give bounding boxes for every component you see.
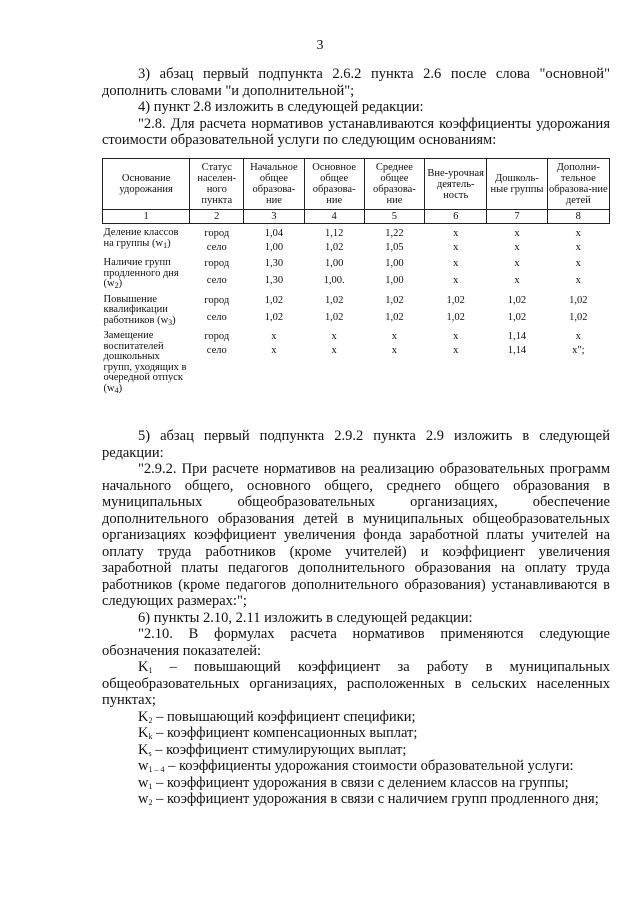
table-cell: 1,14 bbox=[507, 331, 527, 342]
table-cell: x bbox=[575, 228, 581, 239]
table-cell: 1,02 bbox=[385, 311, 404, 323]
header-cell: Среднее общее образова-ние bbox=[364, 159, 424, 210]
definition-k2: $K_2$ – повышающий коэффициент специфики; bbox=[138, 708, 416, 725]
definition-ks: $K_s$ – коэффициент стимулирующих выплат; bbox=[138, 741, 407, 758]
table-cell: 1,12 bbox=[324, 228, 344, 239]
table-row bbox=[103, 327, 610, 343]
table-cell: 1,00 bbox=[324, 258, 344, 269]
column-number: 7 bbox=[487, 210, 547, 224]
table-cell: x bbox=[271, 331, 277, 342]
header-cell: Основание удорожания bbox=[103, 159, 190, 210]
table-cell: x bbox=[453, 242, 459, 253]
table-cell: x bbox=[575, 258, 581, 269]
table-cell: x bbox=[331, 331, 337, 342]
table-cell: x bbox=[453, 345, 459, 356]
table-cell: x"; bbox=[572, 345, 585, 356]
table-cell: 1,02 bbox=[507, 311, 527, 323]
table-cell: x bbox=[331, 345, 337, 356]
header-cell: Вне-урочная деятель-ность bbox=[425, 159, 487, 210]
column-number: 1 bbox=[103, 210, 190, 224]
header-cell: Дошколь-ные группы bbox=[487, 159, 547, 210]
table-cell: x bbox=[453, 331, 459, 342]
header-cell: Начальное общее образова-ние bbox=[244, 159, 304, 210]
table-cell: село bbox=[206, 275, 227, 287]
basis-cell: Повышение квалификации работников $(w_3)$ bbox=[103, 293, 176, 327]
table-cell: 1,00 bbox=[385, 258, 404, 269]
column-number: 3 bbox=[244, 210, 304, 224]
column-number: 6 bbox=[425, 210, 487, 224]
table-cell: x bbox=[575, 275, 581, 287]
definition-w1: $w_1$ – коэффициент удорожания в связи с делением классов на группы; bbox=[138, 774, 569, 791]
table-cell: x bbox=[514, 275, 520, 287]
table-cell: 1,02 bbox=[264, 311, 284, 323]
table-cell: 1,04 bbox=[264, 228, 284, 239]
table-cell: 1,22 bbox=[385, 228, 404, 239]
table-cell: город bbox=[204, 228, 230, 239]
body-block bbox=[102, 428, 610, 808]
table-cell: 1,02 bbox=[569, 311, 588, 323]
definition-k1: $K_1$ – повышающий коэффициент за работу в муниципальных общеобразовательных организациях, расположенных в сельских населенных пунктах; bbox=[102, 659, 610, 708]
table-cell: 1,02 bbox=[324, 242, 344, 253]
table-number-row bbox=[103, 210, 610, 224]
intro-block bbox=[102, 66, 610, 149]
table-cell: x bbox=[575, 242, 581, 253]
table-cell: x bbox=[453, 258, 459, 269]
clause-2-9-2: "2.9.2. При расчете нормативов на реализацию образовательных программ начального общего, основного общего, среднего общего образования в муниципальных общеобразовательных организациях, обеспечение дополнительного образования детей в муниципальных общеобразовательных организациях коэффициент увеличения фонда заработной платы учителей на оплату труда работников (кроме учителей) и коэффициент увеличения заработной платы педагогов дополнительного образования на оплату труда работников (кроме педагогов дополнительного образования) устанавливаются в следующих размерах:"; bbox=[102, 461, 610, 609]
table-cell: 1,30 bbox=[264, 275, 284, 287]
amendment-item-4: 4) пункт 2.8 изложить в следующей редакции: bbox=[138, 99, 424, 115]
header-cell: Дополни-тельное образова-ние детей bbox=[547, 159, 609, 210]
clause-2-8: "2.8. Для расчета нормативов устанавливаются коэффициенты удорожания стоимости образовательной услуги по следующим основаниям: bbox=[102, 115, 610, 148]
table-cell: 1,02 bbox=[569, 294, 588, 306]
table-cell: 1,00 bbox=[385, 275, 404, 287]
basis-cell: Наличие групп продленного дня $(w_2)$ bbox=[103, 257, 179, 290]
table-cell: x bbox=[391, 331, 398, 342]
table-cell: 1,02 bbox=[446, 294, 465, 306]
table-cell: 1,02 bbox=[324, 311, 344, 323]
basis-cell: Деление классов на группы $(w_1)$ bbox=[103, 227, 179, 250]
table-cell: x bbox=[575, 331, 581, 342]
table-cell: село bbox=[206, 242, 227, 253]
page-number: 3 bbox=[316, 38, 324, 53]
definition-w2: $w_2$ – коэффициент удорожания в связи с наличием групп продленного дня; bbox=[138, 791, 599, 807]
header-cell: Статус населен-ного пункта bbox=[190, 159, 244, 210]
column-number: 2 bbox=[190, 210, 244, 224]
table-cell: 1,02 bbox=[324, 294, 344, 306]
column-number: 4 bbox=[304, 210, 364, 224]
table-cell: x bbox=[453, 275, 459, 287]
coefficients-table bbox=[102, 158, 610, 398]
table-cell: 1,30 bbox=[264, 258, 284, 269]
table-header-row bbox=[103, 159, 610, 210]
table-cell: село bbox=[206, 345, 227, 356]
definition-kk: $K_k$ – коэффициент компенсационных выплат; bbox=[138, 725, 418, 741]
table-cell: город bbox=[204, 331, 230, 342]
table-cell: 1,02 bbox=[264, 294, 284, 306]
table-cell: 1,02 bbox=[507, 294, 527, 306]
table-cell: 1,14 bbox=[507, 345, 527, 356]
table-cell: город bbox=[204, 258, 230, 269]
table-row bbox=[103, 254, 610, 273]
table-row bbox=[103, 224, 610, 241]
header-cell: Основное общее образова-ние bbox=[304, 159, 364, 210]
table-row bbox=[103, 291, 610, 310]
amendment-item-3: 3) абзац первый подпункта 2.6.2 пункта 2.6 после слова "основной" дополнить словами "и дополнительной"; bbox=[102, 66, 610, 99]
amendment-item-6: 6) пункты 2.10, 2.11 изложить в следующей редакции: bbox=[138, 609, 473, 626]
table-cell: x bbox=[514, 242, 520, 253]
table-cell: 1,05 bbox=[385, 242, 404, 253]
definition-w1-4: $w_{1 - 4}$ – коэффициенты удорожания стоимости образовательной услуги: bbox=[138, 758, 574, 774]
table-cell: x bbox=[514, 228, 520, 239]
table-cell: 1,00 bbox=[264, 242, 284, 253]
table-cell: x bbox=[271, 345, 277, 356]
table-cell: 1,02 bbox=[446, 311, 465, 323]
clause-2-10: "2.10. В формулах расчета нормативов применяются следующие обозначения показателей: bbox=[102, 626, 610, 659]
basis-cell: Замещение воспитателей дошкольных групп, уходящих в очередной отпуск $(w_4)$ bbox=[103, 330, 187, 395]
table-cell: x bbox=[453, 228, 459, 239]
amendment-item-5: 5) абзац первый подпункта 2.9.2 пункта 2.9 изложить в следующей редакции: bbox=[102, 428, 610, 461]
table-cell: x bbox=[391, 345, 398, 356]
table-cell: 1,00. bbox=[323, 275, 345, 287]
column-number: 8 bbox=[547, 210, 609, 224]
table-cell: село bbox=[206, 311, 227, 323]
table-cell: 1,02 bbox=[385, 294, 404, 306]
column-number: 5 bbox=[364, 210, 424, 224]
table-cell: город bbox=[204, 294, 230, 306]
table-cell: x bbox=[514, 258, 520, 269]
